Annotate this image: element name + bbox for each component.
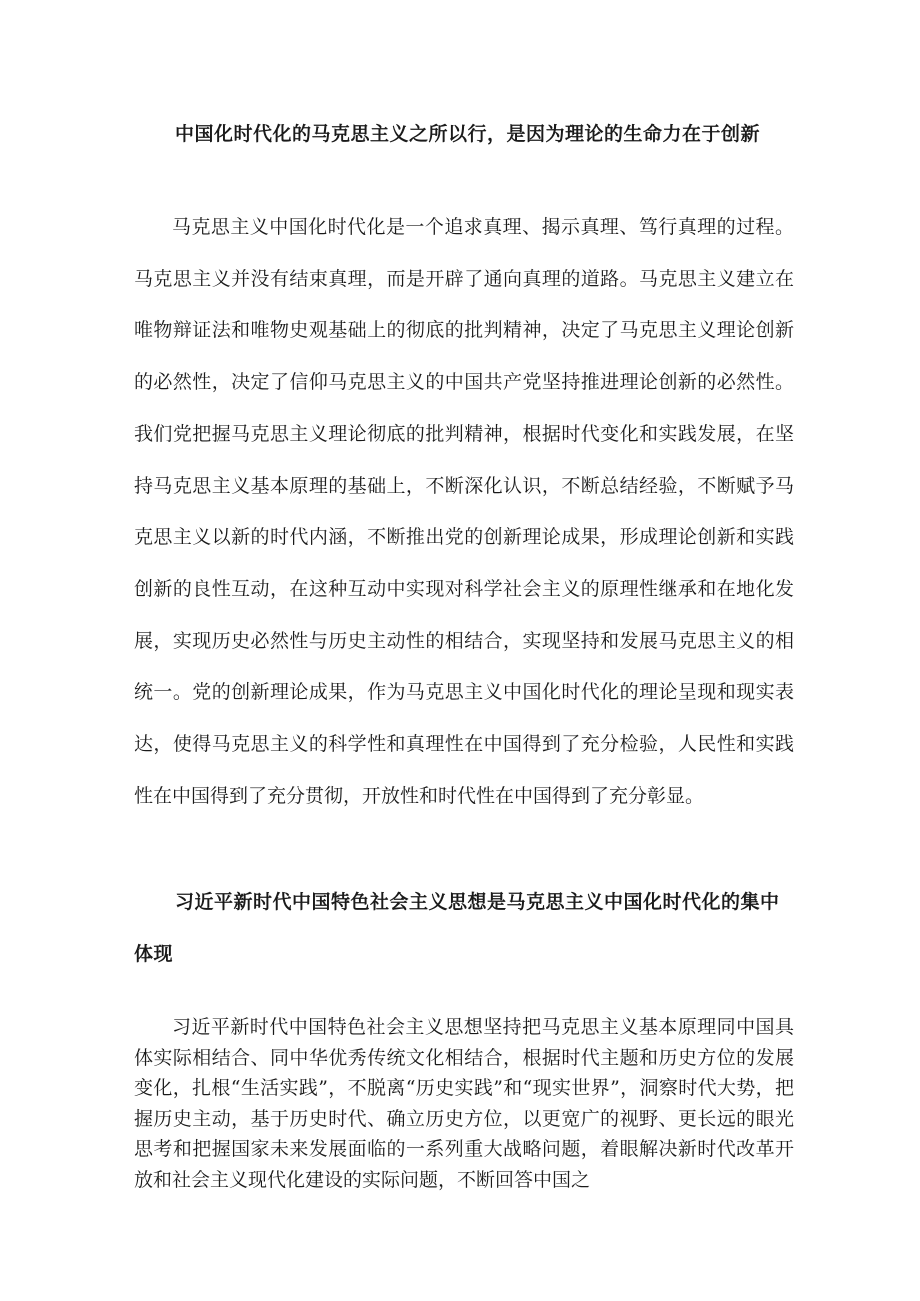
section-heading-innovation: 中国化时代化的马克思主义之所以行，是因为理论的生命力在于创新 xyxy=(175,123,761,145)
section-heading-xi-thought: 习近平新时代中国特色社会主义思想是马克思主义中国化时代化的集中体现 xyxy=(134,891,780,965)
body-paragraph-innovation: 马克思主义中国化时代化是一个追求真理、揭示真理、笃行真理的过程。马克思主义并没有结束真理，而是开辟了通向真理的道路。马克思主义建立在唯物辩证法和唯物史观基础上的彻底的批判精神，决定了马克思主义理论创新的必然性，决定了信仰马克思主义的中国共产党坚持推进理论创新的必然性。我们党把握马克思主义理论彻底的批判精神，根据时代变化和实践发展，在坚持马克思主义基本原理的基础上，不断深化认识，不断总结经验，不断赋予马克思主义以新的时代内涵，不断推出党的创新理论成果，形成理论创新和实践创新的良性互动，在这种互动中实现对科学社会主义的原理性继承和在地化发展，实现历史必然性与历史主动性的相结合，实现坚持和发展马克思主义的相统一。党的创新理论成果，作为马克思主义中国化时代化的理论呈现和现实表达，使得马克思主义的科学性和真理性在中国得到了充分检验，人民性和实践性在中国得到了充分贯彻，开放性和时代性在中国得到了充分彰显。 xyxy=(134,216,794,807)
body-paragraph-xi-thought: 习近平新时代中国特色社会主义思想坚持把马克思主义基本原理同中国具体实际相结合、同中华优秀传统文化相结合，根据时代主题和历史方位的发展变化，扎根“生活实践”，不脱离“历史实践”和“现实世界”，洞察时代大势，把握历史主动，基于历史时代、确立历史方位，以更宽广的视野、更长远的眼光思考和把握国家未来发展面临的一系列重大战略问题，着眼解决新时代改革开放和社会主义现代化建设的实际问题，不断回答中国之 xyxy=(134,1016,794,1191)
